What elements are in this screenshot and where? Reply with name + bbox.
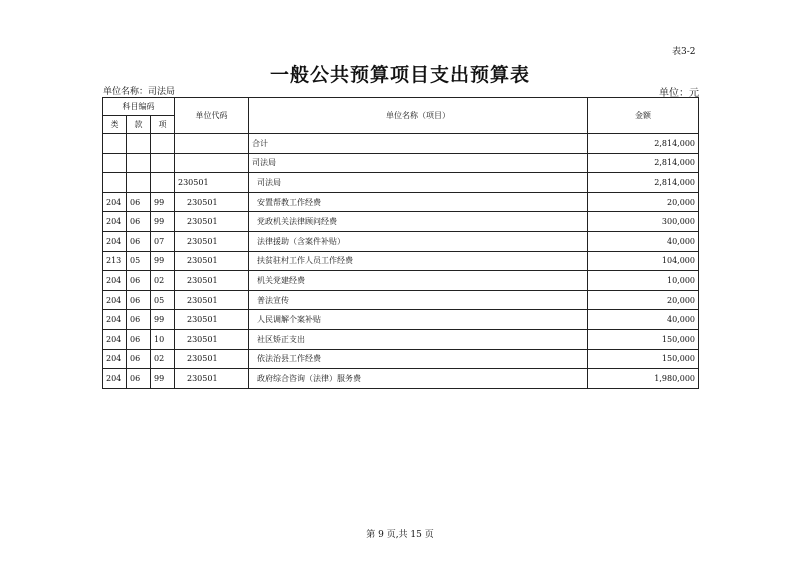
kuan-cell: 06 [127,310,151,330]
kuan-cell [127,173,151,193]
kuan-cell: 06 [127,231,151,251]
lei-cell: 204 [103,271,127,291]
table-row [103,251,699,271]
amount-cell: 20,000 [588,192,699,212]
xiang-cell [151,173,175,193]
table-row [103,290,699,310]
unit-code-cell [175,134,249,154]
table-row [103,369,699,389]
amount-cell: 150,000 [588,329,699,349]
xiang-cell: 02 [151,271,175,291]
amount-cell: 2,814,000 [588,134,699,154]
unit-project-cell: 合计 [249,134,588,154]
unit-project-header: 单位名称（项目） [249,98,588,134]
unit-code-cell: 230501 [175,329,249,349]
xiang-cell: 99 [151,192,175,212]
unit-project-cell: 司法局 [249,153,588,173]
page-footer: 第 9 页,共 15 页 [366,530,434,540]
xiang-cell: 02 [151,349,175,369]
kuan-header: 款 [127,116,151,134]
unit-code-cell: 230501 [175,349,249,369]
xiang-cell [151,153,175,173]
xiang-cell: 99 [151,251,175,271]
table-row [103,310,699,330]
kuan-cell: 06 [127,271,151,291]
unit-project-cell: 党政机关法律顾问经费 [249,212,588,232]
lei-cell: 213 [103,251,127,271]
xiang-cell [151,134,175,154]
unit-project-cell: 机关党建经费 [249,271,588,291]
unit-code-header: 单位代码 [175,98,249,134]
unit-project-cell: 人民调解个案补贴 [249,310,588,330]
unit-name-label: 单位名称：司法局 [103,87,176,97]
unit-code-cell [175,153,249,173]
table-number: 表3-2 [672,47,696,57]
xiang-cell: 07 [151,231,175,251]
lei-cell: 204 [103,290,127,310]
unit-project-cell: 安置帮教工作经费 [249,192,588,212]
lei-cell: 204 [103,329,127,349]
unit-project-cell: 社区矫正支出 [249,329,588,349]
amount-cell: 20,000 [588,290,699,310]
unit-project-cell: 扶贫驻村工作人员工作经费 [249,251,588,271]
lei-cell [103,134,127,154]
lei-cell: 204 [103,369,127,389]
amount-cell: 300,000 [588,212,699,232]
unit-project-cell: 司法局 [249,173,588,193]
unit-code-cell: 230501 [175,231,249,251]
summary-row [103,153,699,173]
lei-cell: 204 [103,192,127,212]
kuan-cell [127,134,151,154]
unit-code-cell: 230501 [175,173,249,193]
table-row [103,231,699,251]
unit-project-cell: 普法宣传 [249,290,588,310]
subject-code-header: 科目编码 [103,98,175,116]
unit-code-cell: 230501 [175,192,249,212]
currency-unit-label: 单位：元 [659,88,699,99]
kuan-cell: 06 [127,192,151,212]
table-row [103,212,699,232]
unit-code-cell: 230501 [175,251,249,271]
kuan-cell: 06 [127,212,151,232]
amount-cell: 1,980,000 [588,369,699,389]
unit-code-cell: 230501 [175,212,249,232]
kuan-cell: 06 [127,329,151,349]
unit-project-cell: 依法治县工作经费 [249,349,588,369]
page-title: 一般公共预算项目支出预算表 [269,64,530,86]
kuan-cell: 06 [127,290,151,310]
lei-cell: 204 [103,212,127,232]
budget-table [102,97,699,389]
unit-project-cell: 政府综合咨询（法律）服务费 [249,369,588,389]
table-row [103,329,699,349]
lei-cell: 204 [103,231,127,251]
amount-cell: 40,000 [588,231,699,251]
kuan-cell [127,153,151,173]
xiang-cell: 99 [151,310,175,330]
xiang-cell: 99 [151,212,175,232]
xiang-cell: 99 [151,369,175,389]
xiang-cell: 10 [151,329,175,349]
unit-code-cell: 230501 [175,290,249,310]
amount-cell: 104,000 [588,251,699,271]
unit-code-cell: 230501 [175,369,249,389]
amount-cell: 150,000 [588,349,699,369]
amount-header: 金额 [588,98,699,134]
amount-cell: 40,000 [588,310,699,330]
summary-row [103,134,699,154]
kuan-cell: 05 [127,251,151,271]
unit-project-cell: 法律援助（含案件补贴） [249,231,588,251]
kuan-cell: 06 [127,349,151,369]
lei-header: 类 [103,116,127,134]
table-row [103,271,699,291]
lei-cell: 204 [103,349,127,369]
xiang-cell: 05 [151,290,175,310]
kuan-cell: 06 [127,369,151,389]
amount-cell: 2,814,000 [588,153,699,173]
amount-cell: 10,000 [588,271,699,291]
lei-cell [103,173,127,193]
unit-code-cell: 230501 [175,310,249,330]
table-row [103,349,699,369]
amount-cell: 2,814,000 [588,173,699,193]
table-row [103,192,699,212]
unit-code-cell: 230501 [175,271,249,291]
xiang-header: 项 [151,116,175,134]
lei-cell: 204 [103,310,127,330]
summary-row [103,173,699,193]
lei-cell [103,153,127,173]
